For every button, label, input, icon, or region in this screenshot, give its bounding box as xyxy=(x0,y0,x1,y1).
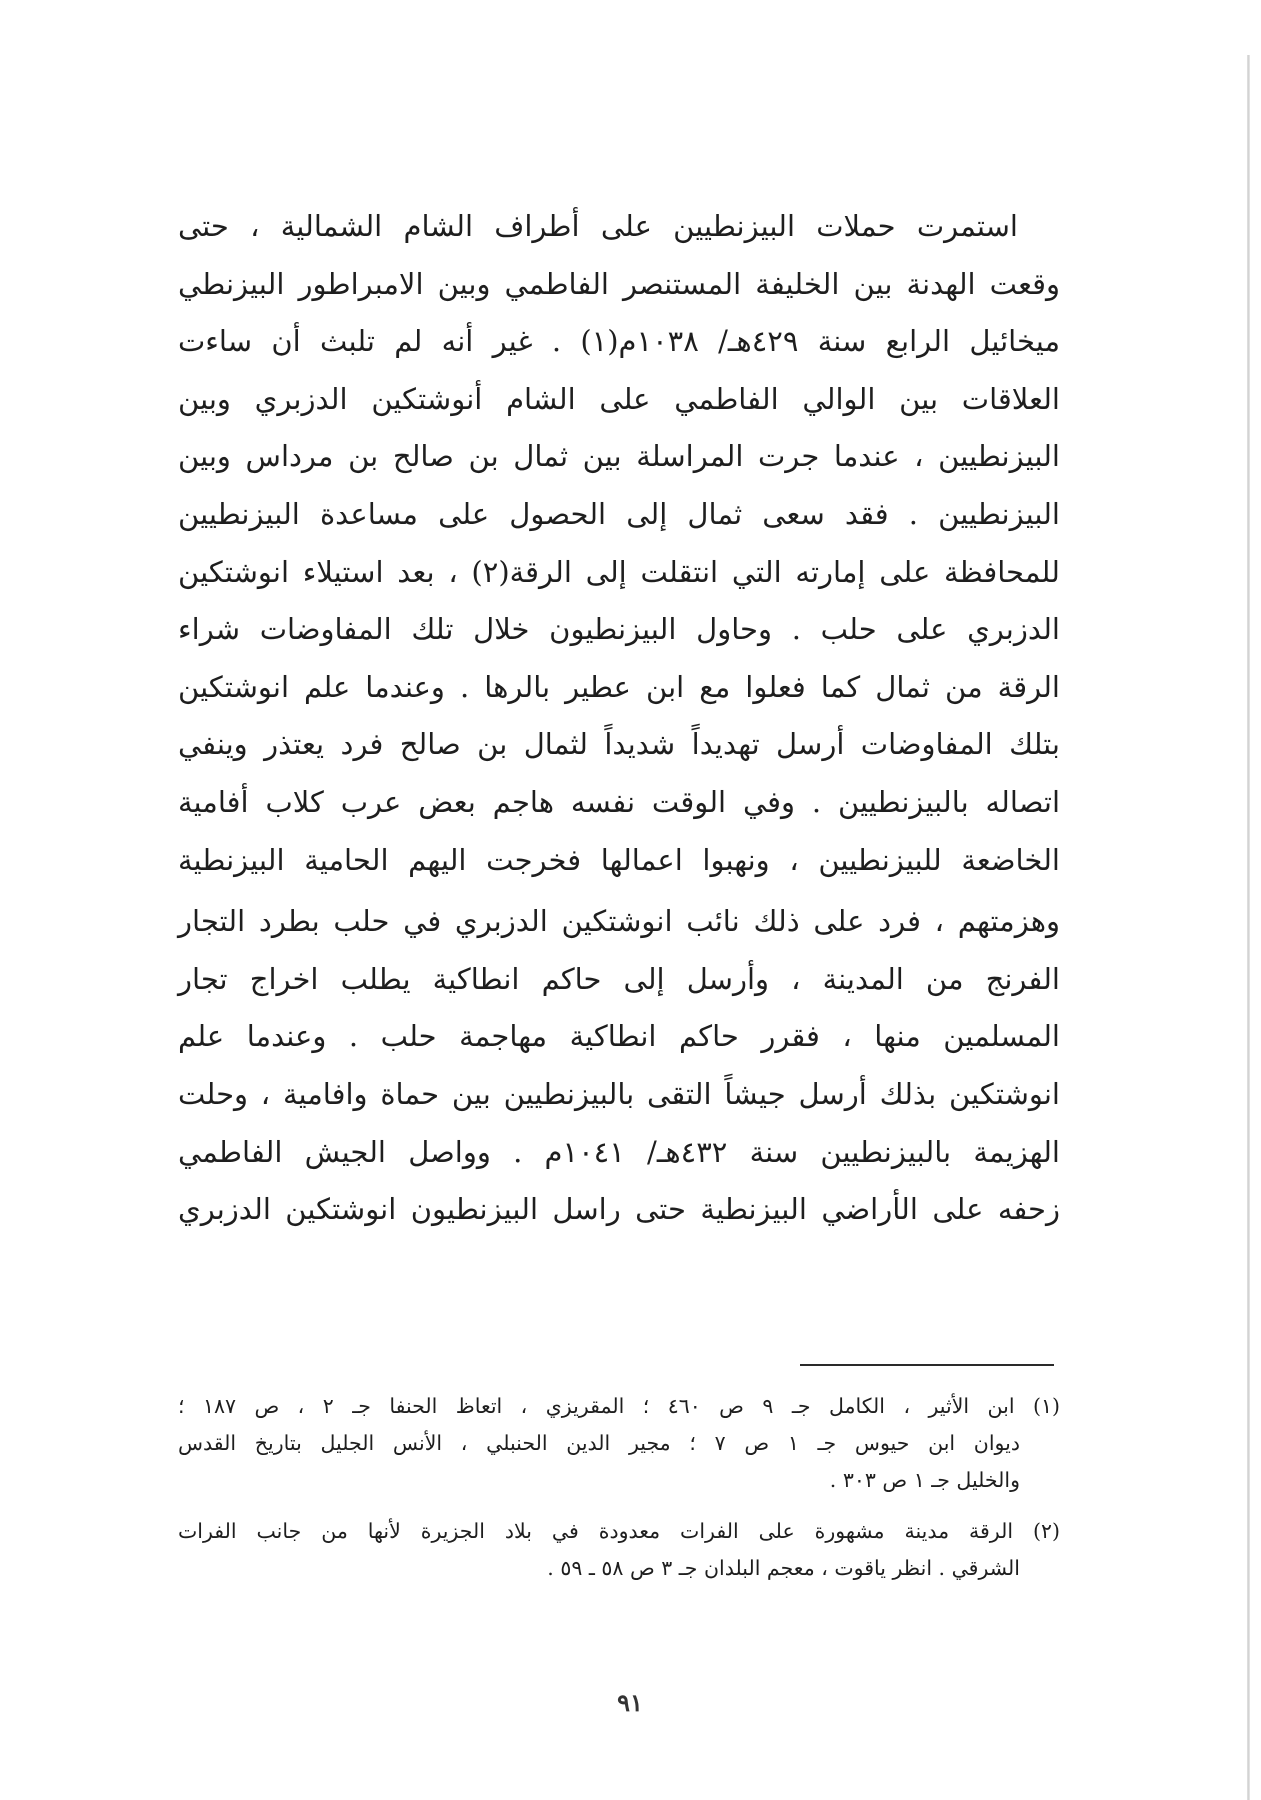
body-line: وقعت الهدنة بين الخليفة المستنصر الفاطمي وبين الامبراطور البيزنطي xyxy=(178,266,1060,301)
body-line: زحفه على الأراضي البيزنطية حتى راسل البيزنطيون انوشتكين الدزبري xyxy=(178,1192,1060,1227)
body-line: البيزنطيين ، عندما جرت المراسلة بين ثمال بن صالح بن مرداس وبين xyxy=(178,439,1060,474)
body-line: استمرت حملات البيزنطيين على أطراف الشام الشمالية ، حتى xyxy=(178,209,1018,243)
footnote-line: (١) ابن الأثير ، الكامل جـ ٩ ص ٤٦٠ ؛ المقريزي ، اتعاظ الحنفا جـ ٢ ، ص ١٨٧ ؛ xyxy=(178,1394,1060,1418)
footnote-line: ديوان ابن حيوس جـ ١ ص ٧ ؛ مجير الدين الحنبلي ، الأنس الجليل بتاريخ القدس xyxy=(178,1431,1020,1455)
body-line: انوشتكين بذلك أرسل جيشاً التقى بالبيزنطيين بين حماة وافامية ، وحلت xyxy=(178,1076,1060,1111)
page-number: ٩١ xyxy=(617,1688,643,1717)
body-line: للمحافظة على إمارته التي انتقلت إلى الرقة(٢) ، بعد استيلاء انوشتكين xyxy=(178,554,1060,589)
body-line: الدزبري على حلب . وحاول البيزنطيون خلال تلك المفاوضات شراء xyxy=(178,612,1060,647)
footnote-separator xyxy=(800,1364,1054,1366)
body-line: البيزنطيين . فقد سعى ثمال إلى الحصول على مساعدة البيزنطيين xyxy=(178,496,1060,531)
body-line: الرقة من ثمال كما فعلوا مع ابن عطير بالرها . وعندما علم انوشتكين xyxy=(178,669,1060,704)
body-line: الهزيمة بالبيزنطيين سنة ٤٣٢هـ/ ١٠٤١م . وواصل الجيش الفاطمي xyxy=(178,1134,1060,1169)
body-line: العلاقات بين الوالي الفاطمي على الشام أنوشتكين الدزبري وبين xyxy=(178,381,1060,416)
body-line: ميخائيل الرابع سنة ٤٢٩هـ/ ١٠٣٨م(١) . غير أنه لم تلبث أن ساءت xyxy=(178,324,1060,359)
footnote-1 xyxy=(178,1388,1060,1499)
body-line: اتصاله بالبيزنطيين . وفي الوقت نفسه هاجم بعض عرب كلاب أفامية xyxy=(178,784,1060,819)
body-line: الفرنج من المدينة ، وأرسل إلى حاكم انطاكية يطلب اخراج تجار xyxy=(178,961,1060,996)
body-line: الخاضعة للبيزنطيين ، ونهبوا اعمالها فخرجت اليهم الحامية البيزنطية xyxy=(178,842,1060,877)
footnote-line: (٢) الرقة مدينة مشهورة على الفرات معدودة في بلاد الجزيرة لأنها من جانب الفرات xyxy=(178,1519,1060,1543)
page-edge-shadow xyxy=(1247,55,1250,1800)
body-text xyxy=(178,198,1060,1239)
footnote-2 xyxy=(178,1513,1060,1587)
body-line: بتلك المفاوضات أرسل تهديداً شديداً لثمال بن صالح فرد يعتذر وينفي xyxy=(178,727,1060,762)
footnotes xyxy=(178,1388,1060,1587)
footnote-line: الشرقي . انظر ياقوت ، معجم البلدان جـ ٣ ص ٥٨ ـ ٥٩ . xyxy=(547,1556,1020,1580)
body-line: المسلمين منها ، فقرر حاكم انطاكية مهاجمة حلب . وعندما علم xyxy=(178,1019,1060,1054)
footnote-line: والخليل جـ ١ ص ٣٠٣ . xyxy=(829,1468,1020,1492)
body-line: وهزمتهم ، فرد على ذلك نائب انوشتكين الدزبري في حلب بطرد التجار xyxy=(178,904,1060,939)
